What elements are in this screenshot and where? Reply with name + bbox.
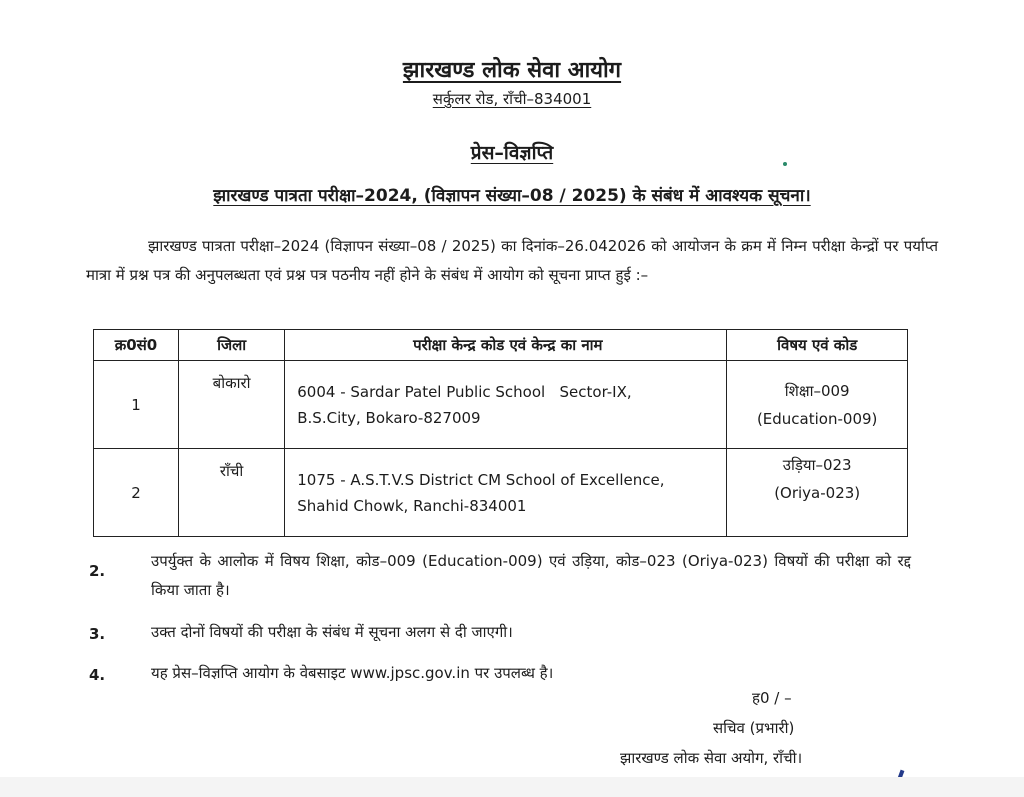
centre-line-1: 1075 - A.S.T.V.S District CM School of Excellence, (297, 470, 665, 489)
subject-line-1: शिक्षा–009 (784, 381, 850, 400)
table-row (94, 449, 908, 537)
intro-paragraph: झारखण्ड पात्रता परीक्षा–2024 (विज्ञापन संख्या–08 / 2025) का दिनांक–26.042026 को आयोजन के क्रम में निम्न परीक्षा केन्द्रों पर पर्याप्त मात्रा में प्रश्न पत्र की अनुपलब्धता एवं प्रश्न पत्र पठनीय नहीं होने के संबंध में आयोग को सूचना प्राप्त हुई :– (86, 237, 938, 284)
document-type-heading: प्रेस–विज्ञप्ति (470, 142, 554, 164)
signatory-office: झारखण्ड लोक सेवा अयोग, राँची। (620, 749, 803, 767)
point-text: उक्त दोनों विषयों की परीक्षा के संबंध में सूचना अलग से दी जाएगी। (151, 623, 513, 641)
cell-centre (285, 361, 727, 449)
cell-subject (727, 361, 908, 449)
subject-line-2: (Education-009) (756, 409, 878, 428)
subject-line-2: (Oriya-023) (774, 484, 861, 502)
header-subject: विषय एवं कोड (727, 330, 908, 361)
header-district: जिला (178, 330, 284, 361)
subject-line-1: उड़िया–023 (782, 456, 852, 474)
header-centre: परीक्षा केन्द्र कोड एवं केन्द्र का नाम (285, 330, 727, 361)
signatory-designation: सचिव (प्रभारी) (713, 719, 795, 737)
cell-serial: 2 (94, 449, 179, 537)
point-number: 4. (89, 666, 106, 684)
table-header-row (94, 330, 908, 361)
signature-mark: ह0 / – (752, 689, 792, 707)
cell-subject (727, 449, 908, 537)
cell-district: बोकारो (178, 361, 284, 449)
point-number: 2. (89, 562, 106, 580)
point-number: 3. (89, 625, 106, 643)
header-serial: क्र0सं0 (94, 330, 179, 361)
centre-line-1: 6004 - Sardar Patel Public School Sector-IX, (297, 382, 632, 401)
org-address: सर्कुलर रोड, राँची–834001 (432, 90, 592, 108)
table-row (94, 361, 908, 449)
cell-centre (285, 449, 727, 537)
cell-serial: 1 (94, 361, 179, 449)
page-bottom-margin (0, 777, 1024, 797)
exam-centres-table (93, 329, 908, 537)
point-text: उपर्युक्त के आलोक में विषय शिक्षा, कोड–009 (Education-009) एवं उड़िया, कोड–023 (Oriya-023) विषयों की परीक्षा को रद्द किया जाता है। (151, 552, 911, 599)
cell-district: राँची (178, 449, 284, 537)
org-name-heading: झारखण्ड लोक सेवा आयोग (402, 58, 622, 83)
centre-line-2: Shahid Chowk, Ranchi-834001 (297, 496, 527, 515)
ink-dot (783, 162, 787, 166)
subject-heading: झारखण्ड पात्रता परीक्षा–2024, (विज्ञापन संख्या–08 / 2025) के संबंध में आवश्यक सूचना। (213, 186, 811, 206)
centre-line-2: B.S.City, Bokaro-827009 (297, 408, 481, 427)
point-text: यह प्रेस–विज्ञप्ति आयोग के वेबसाइट www.jpsc.gov.in पर उपलब्ध है। (151, 664, 554, 682)
